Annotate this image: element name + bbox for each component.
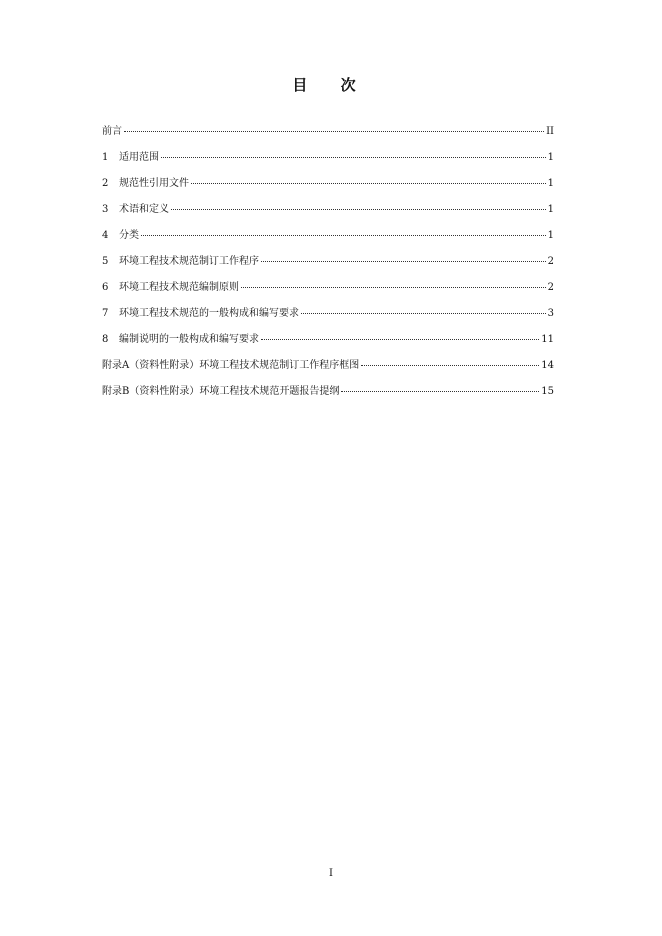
toc-entry-foreword[interactable] [102, 122, 554, 148]
toc-leader-dots [124, 131, 544, 132]
toc-entry-number: 5 [102, 256, 109, 267]
toc-entry-number: 4 [102, 230, 109, 241]
toc-leader-dots [171, 209, 546, 210]
toc-entry-number: 3 [102, 204, 109, 215]
toc-entry-appendix-b[interactable] [102, 382, 554, 408]
toc-entry-number: 6 [102, 282, 109, 293]
toc-entry-page: 15 [541, 386, 554, 397]
toc-leader-dots [261, 339, 539, 340]
table-of-contents [102, 122, 554, 408]
toc-entry-appendix-a[interactable] [102, 356, 554, 382]
toc-entry-page: 14 [541, 360, 554, 371]
toc-entry-6[interactable] [102, 278, 554, 304]
toc-entry-page: 11 [541, 334, 554, 345]
toc-entry-7[interactable] [102, 304, 554, 330]
toc-entry-number: 8 [102, 334, 109, 345]
toc-entry-label: 前言 [102, 126, 122, 137]
toc-entry-4[interactable] [102, 226, 554, 252]
toc-entry-label: 术语和定义 [119, 204, 169, 215]
toc-entry-page: 1 [547, 230, 554, 241]
toc-leader-dots [341, 391, 539, 392]
toc-entry-8[interactable] [102, 330, 554, 356]
toc-entry-page: 1 [547, 152, 554, 163]
toc-leader-dots [361, 365, 539, 366]
toc-entry-page: II [546, 126, 554, 137]
page-number: I [329, 868, 333, 879]
toc-entry-1[interactable] [102, 148, 554, 174]
toc-entry-label: 适用范围 [119, 152, 159, 163]
toc-entry-label: 编制说明的一般构成和编写要求 [119, 334, 259, 345]
toc-leader-dots [191, 183, 546, 184]
toc-entry-number: 2 [102, 178, 109, 189]
toc-entry-page: 1 [547, 178, 554, 189]
toc-leader-dots [301, 313, 546, 314]
toc-entry-3[interactable] [102, 200, 554, 226]
toc-entry-label: 附录A（资料性附录）环境工程技术规范制订工作程序框图 [102, 360, 360, 371]
toc-leader-dots [261, 261, 546, 262]
toc-leader-dots [141, 235, 546, 236]
toc-leader-dots [241, 287, 546, 288]
toc-entry-label: 规范性引用文件 [119, 178, 189, 189]
toc-entry-page: 3 [547, 308, 554, 319]
page-title: 目 次 [292, 76, 370, 94]
toc-entry-number: 1 [102, 152, 109, 163]
toc-entry-page: 2 [547, 282, 554, 293]
toc-entry-label: 环境工程技术规范制订工作程序 [119, 256, 259, 267]
toc-leader-dots [161, 157, 546, 158]
toc-entry-label: 环境工程技术规范的一般构成和编写要求 [119, 308, 299, 319]
toc-entry-5[interactable] [102, 252, 554, 278]
toc-entry-label: 环境工程技术规范编制原则 [119, 282, 239, 293]
toc-entry-label: 分类 [119, 230, 139, 241]
toc-entry-page: 1 [547, 204, 554, 215]
toc-entry-page: 2 [547, 256, 554, 267]
toc-entry-number: 7 [102, 308, 109, 319]
toc-entry-2[interactable] [102, 174, 554, 200]
toc-entry-label: 附录B（资料性附录）环境工程技术规范开题报告提纲 [102, 386, 340, 397]
